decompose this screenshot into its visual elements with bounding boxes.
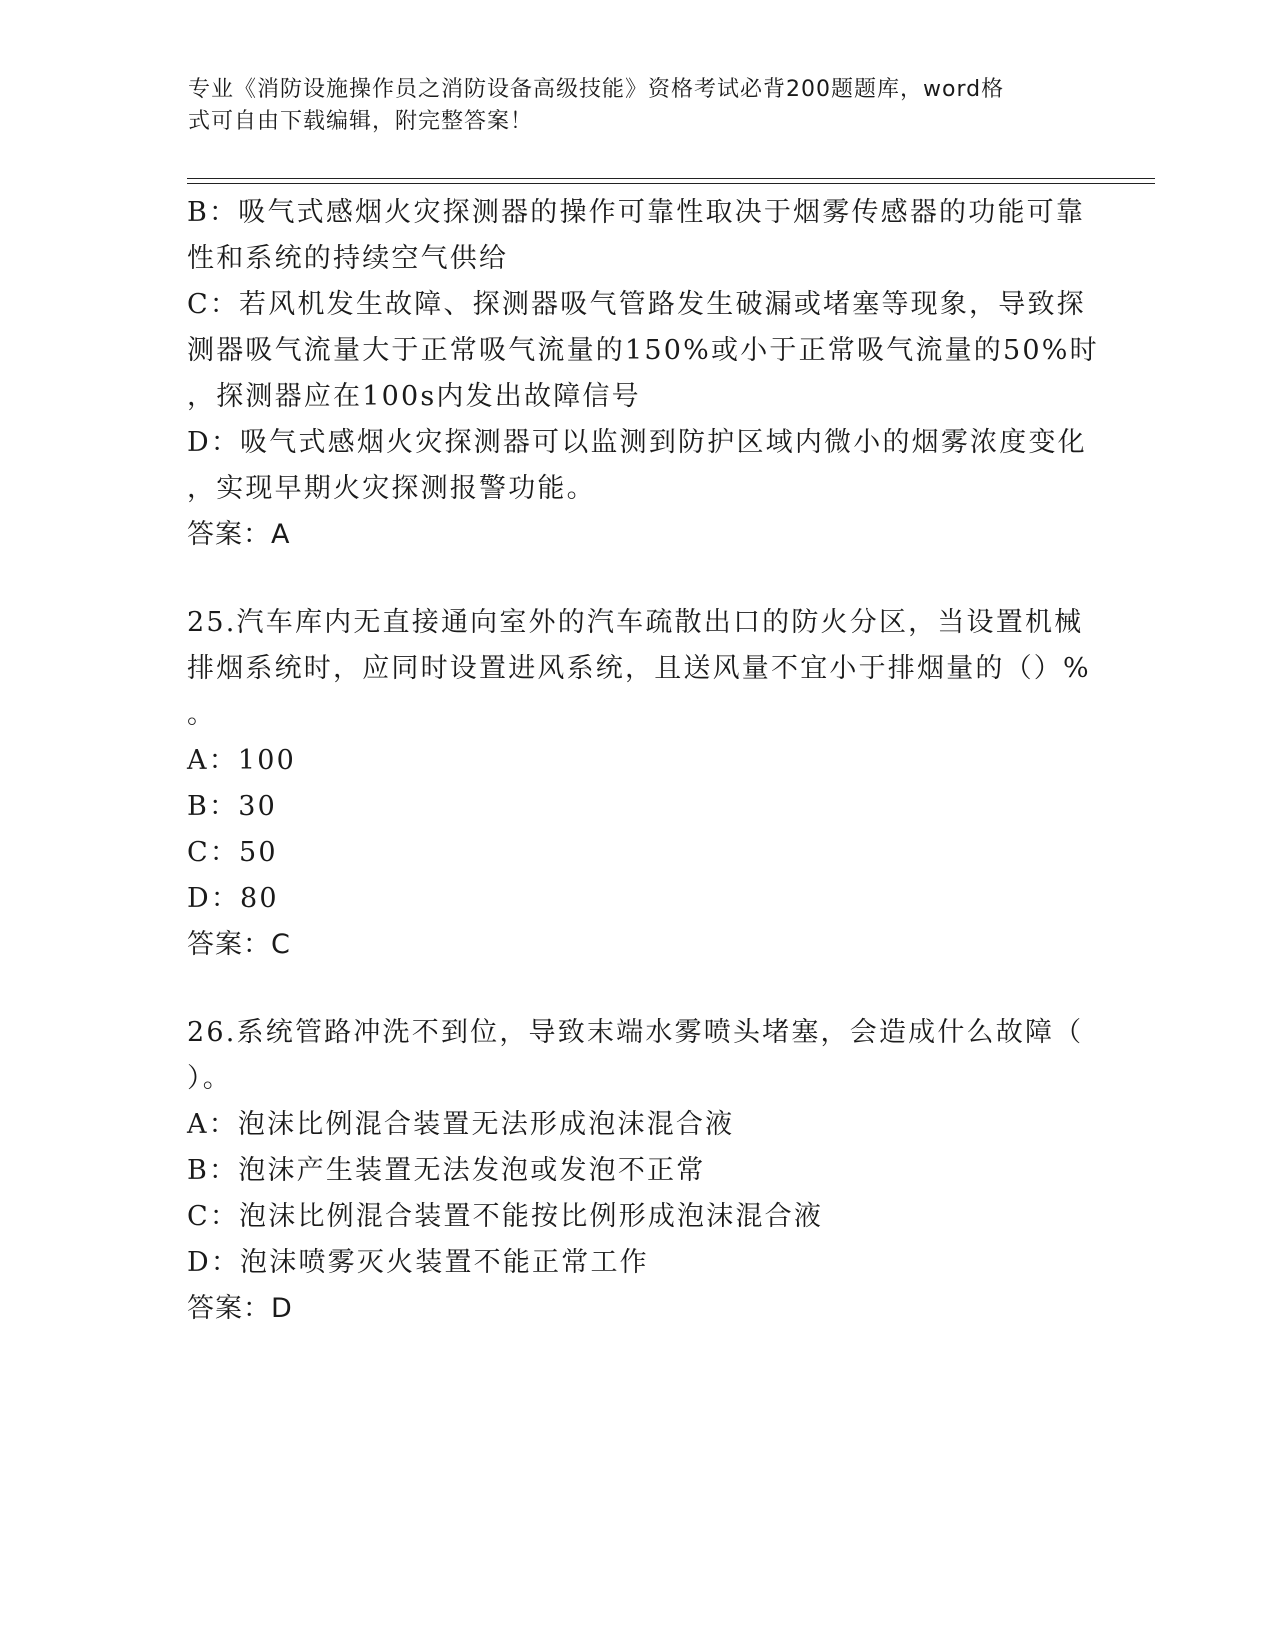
question-spacer bbox=[187, 558, 1077, 600]
answer-line: 答案：C bbox=[187, 929, 291, 960]
option-b: B：泡沫产生装置无法发泡或发泡不正常 bbox=[187, 1155, 706, 1186]
option-a: A：泡沫比例混合装置无法形成泡沫混合液 bbox=[187, 1109, 735, 1140]
header-divider-bottom bbox=[187, 183, 1155, 184]
option-d: D：80 bbox=[187, 883, 279, 914]
header-divider-top bbox=[187, 178, 1155, 179]
option-a: A：100 bbox=[187, 745, 297, 776]
option-c-line-3: ，探测器应在100s内发出故障信号 bbox=[187, 381, 641, 412]
question-26 bbox=[187, 1010, 1084, 1332]
option-d-line-1: D：吸气式感烟火灾探测器可以监测到防护区域内微小的烟雾浓度变化 bbox=[187, 427, 1087, 458]
question-spacer bbox=[187, 968, 1077, 1010]
question-stem-line-2: ）。 bbox=[187, 1063, 232, 1094]
question-24-continued bbox=[187, 190, 1099, 558]
answer-line: 答案：D bbox=[187, 1293, 293, 1324]
question-stem-line-1: 26.系统管路冲洗不到位，导致末端水雾喷头堵塞，会造成什么故障（ bbox=[187, 1017, 1084, 1048]
answer-line: 答案：A bbox=[187, 519, 291, 550]
question-25 bbox=[187, 600, 1091, 968]
header-line-2: 式可自由下载编辑，附完整答案！ bbox=[188, 109, 534, 134]
option-b: B：30 bbox=[187, 791, 277, 822]
option-d-line-2: ，实现早期火灾探测报警功能。 bbox=[187, 473, 596, 504]
option-c: C：泡沫比例混合装置不能按比例形成泡沫混合液 bbox=[187, 1201, 824, 1232]
document-header bbox=[188, 74, 1068, 138]
option-c: C：50 bbox=[187, 837, 278, 868]
option-b-line-2: 性和系统的持续空气供给 bbox=[187, 243, 509, 274]
question-stem-line-1: 25.汽车库内无直接通向室外的汽车疏散出口的防火分区，当设置机械 bbox=[187, 607, 1084, 638]
header-line-1: 专业《消防设施操作员之消防设备高级技能》资格考试必背200题题库，word格 bbox=[188, 77, 1005, 102]
option-c-line-2: 测器吸气流量大于正常吸气流量的150%或小于正常吸气流量的50%时 bbox=[187, 335, 1099, 366]
option-d: D：泡沫喷雾灭火装置不能正常工作 bbox=[187, 1247, 649, 1278]
document-body bbox=[187, 190, 1099, 1332]
question-stem-line-2: 排烟系统时，应同时设置进风系统，且送风量不宜小于排烟量的（）% bbox=[187, 653, 1091, 684]
option-c-line-1: C：若风机发生故障、探测器吸气管路发生破漏或堵塞等现象，导致探 bbox=[187, 289, 1086, 320]
option-b-line-1: B：吸气式感烟火灾探测器的操作可靠性取决于烟雾传感器的功能可靠 bbox=[187, 197, 1086, 228]
question-stem-line-3: 。 bbox=[187, 699, 217, 730]
